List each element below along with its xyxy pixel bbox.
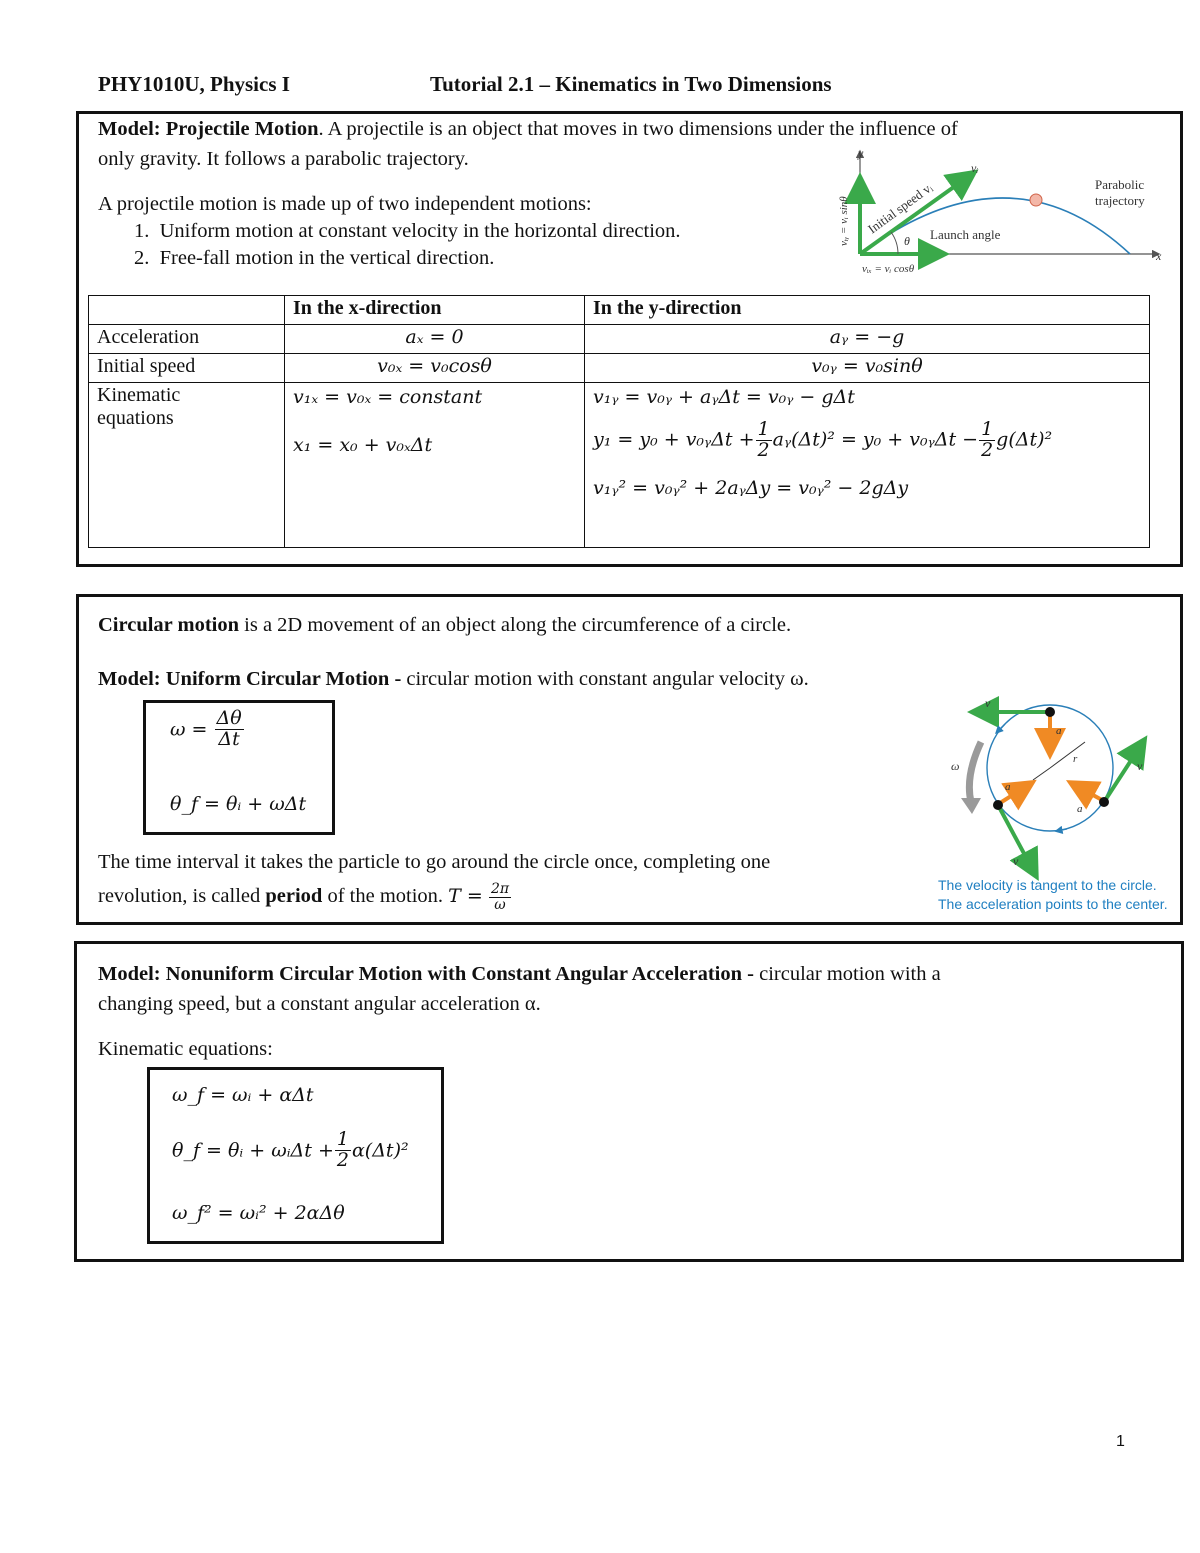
y-kinematic-equations: [585, 383, 1150, 548]
omega-squared-equation: ω_f² = ωᵢ² + 2αΔθ: [172, 1202, 345, 1224]
projectile-list-item-2: [134, 245, 494, 272]
a-label-top: a⃗: [1056, 725, 1071, 737]
radius-line: [1050, 742, 1085, 768]
kin-y2: y₁ = y₀ + v₀ᵧΔt + $\frac{1}{2}$ aᵧ(Δt)² = y₀ + v₀ᵧΔt − $\frac{1}{2}$ g(Δt)²: [593, 418, 1053, 461]
circular-term: Circular motion: [98, 614, 240, 636]
theta-final-equation: θ_f = θᵢ + ωᵢΔt + $\frac{1}{2}$ α(Δt)²: [172, 1128, 409, 1171]
vi-label: vᵢ: [971, 161, 979, 175]
acceleration-caption: The acceleration points to the center.: [938, 896, 1168, 912]
period-term: period: [265, 884, 323, 907]
x-kinematic-equations: [285, 383, 585, 548]
y-axis-label: y: [858, 146, 864, 160]
theta-label: θ: [904, 234, 910, 248]
x-initial-speed: v₀ₓ = v₀cosθ: [285, 354, 585, 383]
circular-motion-diagram: [935, 690, 1180, 920]
particle-left: [993, 800, 1003, 810]
uniform-model-label: Model: Uniform Circular Motion -: [98, 668, 402, 690]
projectile-list-item-1: [134, 218, 681, 245]
a-label-right: a⃗: [1077, 803, 1092, 815]
projectile-intro-line2: only gravity. It follows a parabolic trajectory.: [98, 148, 469, 170]
projectile-diagram: [820, 142, 1170, 282]
row-label: Initial speed: [89, 354, 285, 383]
projectile-model-label: Model: Projectile Motion: [98, 118, 319, 140]
omega-rotation-arrow-icon: [969, 742, 981, 802]
initial-speed-label: Initial speed vᵢ: [864, 179, 936, 237]
header-x-direction: In the x-direction: [285, 296, 585, 325]
viy-label: vᵢᵧ = vᵢ sinθ: [838, 196, 850, 246]
course-title: PHY1010U, Physics I: [98, 72, 290, 96]
particle-top: [1045, 707, 1055, 717]
a-label-left: a⃗: [1005, 781, 1020, 793]
omega-label: ω: [951, 759, 960, 773]
table-row: [89, 354, 1150, 383]
y-acceleration: aᵧ = −g: [585, 325, 1150, 354]
kinematic-equations-label: Kinematic equations:: [98, 1038, 273, 1060]
period-line-1: The time interval it takes the particle to go around the circle once, completing one: [98, 851, 771, 873]
y-initial-speed: v₀ᵧ = v₀sinθ: [585, 354, 1150, 383]
vix-label: vᵢₓ = vᵢ cosθ: [862, 263, 915, 275]
list-text: Uniform motion at constant velocity in the horizontal direction.: [159, 220, 681, 242]
tutorial-title: Tutorial 2.1 – Kinematics in Two Dimensions: [430, 72, 832, 96]
nonuniform-model-line2: changing speed, but a constant angular acceleration α.: [98, 993, 541, 1015]
v-label-top: v⃗: [985, 696, 1000, 710]
acceleration-vector-right: [1073, 784, 1102, 800]
row-label: Acceleration: [89, 325, 285, 354]
projectile-parts-intro: A projectile motion is made up of two independent motions:: [98, 193, 592, 215]
kin-y3: v₁ᵧ² = v₀ᵧ² + 2aᵧΔy = v₀ᵧ² − 2gΔy: [593, 476, 909, 499]
projectile-ball: [1030, 194, 1042, 206]
list-text: Free-fall motion in the vertical direction.: [159, 247, 495, 269]
angular-kinematics-box: [147, 1067, 444, 1244]
radius-label: r: [1073, 753, 1078, 765]
header-y-direction: In the y-direction: [585, 296, 1150, 325]
table-row: [89, 325, 1150, 354]
omega-equation: ω = $\frac{\Delta\theta}{\Delta t}$: [170, 707, 242, 750]
angular-velocity-equation-box: [143, 700, 335, 835]
particle-right: [1099, 797, 1109, 807]
table-row: [89, 383, 1150, 548]
omega-arrowhead-icon: [961, 798, 981, 814]
direction-arrow-icon: [1057, 829, 1067, 831]
table-header-row: [89, 296, 1150, 325]
direction-arrow-icon: [997, 724, 1005, 732]
row-label: Kinematic equations: [89, 383, 285, 548]
v-label-left: v⃗: [1013, 854, 1028, 868]
projectile-intro-a: . A projectile is an object that moves in two dimensions under the influence of: [318, 118, 958, 140]
v-label-right: v⃗: [1137, 759, 1152, 773]
radius-line-lower: [1033, 768, 1050, 780]
theta-equation: θ_f = θᵢ + ωΔt: [170, 793, 307, 815]
kin-x2: x₁ = x₀ + v₀ₓΔt: [293, 434, 433, 456]
nonuniform-model-line1: Model: Nonuniform Circular Motion with Constant Angular Acceleration - circular motion with a: [98, 963, 941, 985]
projectile-intro-line1: [98, 116, 958, 143]
trajectory-label: trajectory: [1095, 193, 1145, 208]
table-corner-cell: [89, 296, 285, 325]
velocity-caption: The velocity is tangent to the circle.: [938, 877, 1157, 893]
kin-y1: v₁ᵧ = v₀ᵧ + aᵧΔt = v₀ᵧ − gΔt: [593, 386, 855, 408]
x-axis-label: x: [1156, 249, 1162, 263]
kinematics-table: [88, 295, 1150, 548]
page-number: 1: [1116, 1433, 1125, 1450]
list-num: 2.: [134, 247, 150, 269]
uniform-circular-model: Model: Uniform Circular Motion - circular motion with constant angular velocity ω.: [98, 668, 809, 690]
period-line-2: revolution, is called period of the motion. T = $\frac{2\pi}{\omega}$: [98, 881, 510, 913]
list-num: 1.: [134, 220, 150, 242]
launch-angle-arc: [891, 232, 898, 254]
circular-definition: Circular motion is a 2D movement of an object along the circumference of a circle.: [98, 614, 792, 636]
launch-angle-label: Launch angle: [930, 227, 1001, 242]
x-acceleration: aₓ = 0: [285, 325, 585, 354]
nonuniform-model-label: Model: Nonuniform Circular Motion with Constant Angular Acceleration -: [98, 963, 754, 985]
parabolic-label: Parabolic: [1095, 177, 1145, 192]
kin-x1: v₁ₓ = v₀ₓ = constant: [293, 386, 483, 408]
omega-final-equation: ω_f = ωᵢ + αΔt: [172, 1084, 314, 1106]
